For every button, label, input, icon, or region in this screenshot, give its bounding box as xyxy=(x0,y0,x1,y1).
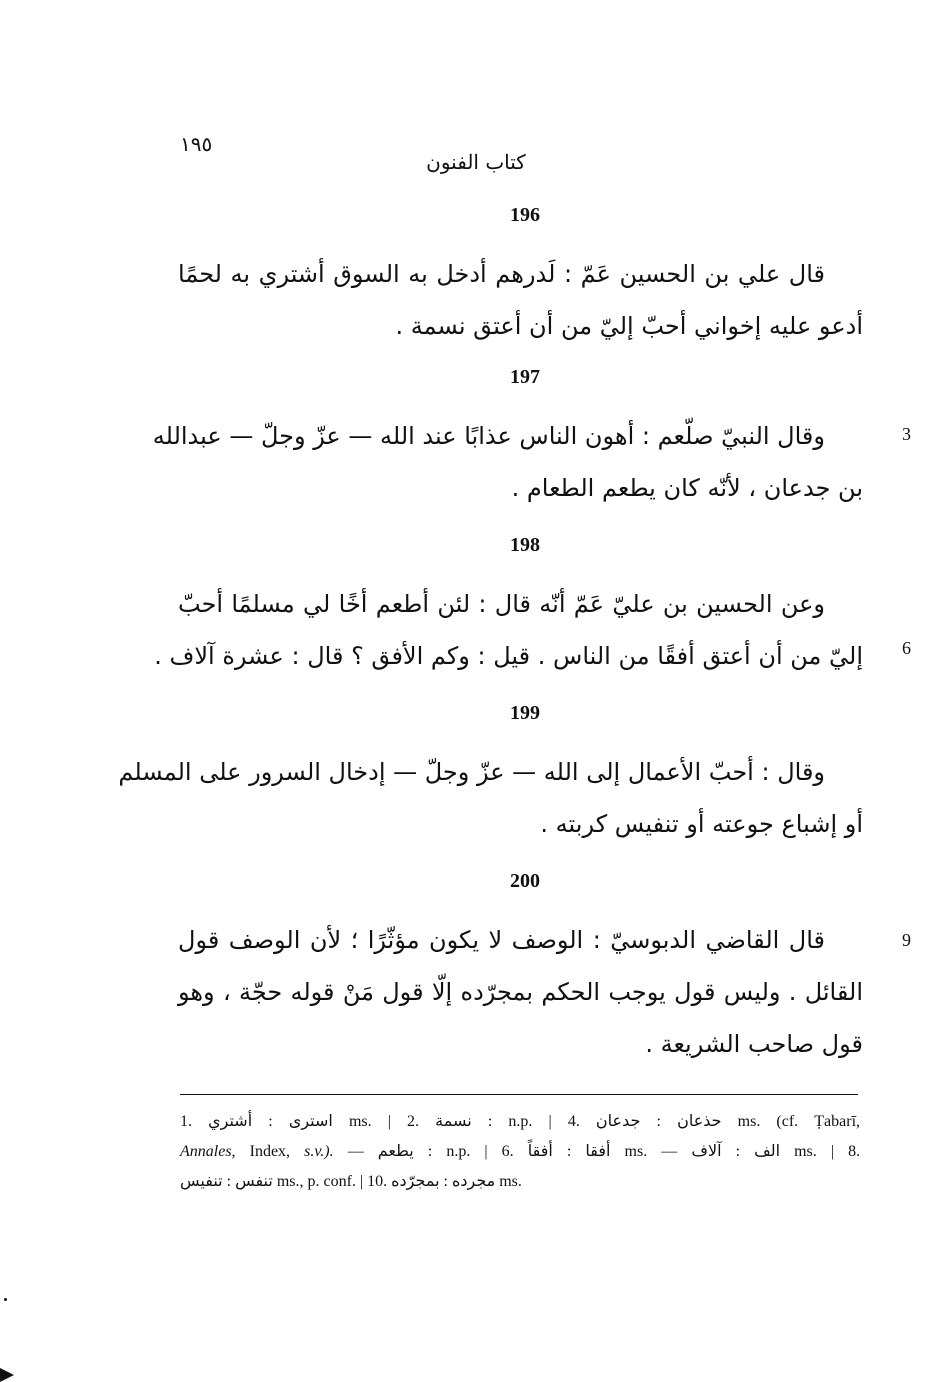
footnote-reading: أشتري xyxy=(208,1111,253,1130)
footnote-variant: حذعان xyxy=(677,1111,722,1130)
entry-text xyxy=(152,410,863,514)
text-line: قال القاضي الدبوسيّ : الوصف لا يكون مؤثّرًا ؛ لأن الوصف قول xyxy=(178,926,825,954)
footnote-line: Annales, Index, s.v.). — يطعم : n.p. | 6. أفقاً : أفقا ms. — آلاف : الف ms. | 8. xyxy=(180,1141,861,1160)
entry-number: 197 xyxy=(510,366,540,388)
footnote-reading: نسمة xyxy=(435,1111,472,1130)
text-line: أو إشباع جوعته أو تنفيس كربته . xyxy=(540,810,863,838)
footnote-variant: الف xyxy=(754,1141,781,1160)
footnote-line: تنفيس : تنفس ms., p. conf. | 10. بمجرّده : مجرده ms. xyxy=(180,1171,522,1190)
entry-text xyxy=(154,578,863,682)
text-line: وقال : أحبّ الأعمال إلى الله — عزّ وجلّ — إدخال السرور على المسلم xyxy=(118,758,825,786)
footnote-siglum: ms. xyxy=(737,1113,761,1130)
footnote-separator: | xyxy=(830,1143,835,1160)
entry-number: 199 xyxy=(510,702,540,724)
footnote-reading: بمجرّده xyxy=(391,1171,440,1190)
footnote-ref: 1. xyxy=(180,1113,192,1130)
text-line: بن جدعان ، لأنّه كان يطعم الطعام . xyxy=(511,474,863,502)
entry-number: 198 xyxy=(510,534,540,556)
footnote-siglum: ms. xyxy=(794,1143,817,1160)
footnote-variant: أفقا xyxy=(585,1141,611,1160)
footnote-ref: 6. xyxy=(501,1143,514,1160)
text-line: وقال النبيّ صلّعم : أهون الناس عذابًا عند الله — عزّ وجلّ — عبدالله xyxy=(152,422,825,450)
footnote-separator: | xyxy=(387,1113,391,1130)
footnote-separator: | xyxy=(484,1143,488,1160)
footnote-ref: 2. xyxy=(407,1113,420,1130)
line-number-marker: 9 xyxy=(902,930,911,950)
footnote-siglum: ms., p. conf. xyxy=(276,1173,356,1190)
text-line: أدعو عليه إخواني أحبّ إليّ من أن أعتق نسمة . xyxy=(395,312,863,340)
footnote-ref: 10. xyxy=(367,1173,388,1190)
footnote-reading: أفقاً xyxy=(527,1141,553,1160)
footnote-dash: — xyxy=(347,1143,364,1160)
footnote-variant: مجرده xyxy=(451,1171,496,1190)
entry-text xyxy=(178,914,863,1070)
footnote-siglum: ms. xyxy=(348,1113,372,1130)
entry-number: 196 xyxy=(510,204,540,226)
footnote-citation: s.v.). xyxy=(304,1143,334,1160)
footnote-line: 1. أشتري : استرى ms. | 2. نسمة : n.p. | 4. جدعان : حذعان ms. (cf. Ṭabarī, xyxy=(180,1111,861,1130)
footnote-citation: Index, xyxy=(249,1143,291,1160)
footnote-divider xyxy=(180,1094,858,1095)
text-line: إليّ من أن أعتق أفقًا من الناس . قيل : وكم الأفق ؟ قال : عشرة آلاف . xyxy=(154,642,863,670)
footnote-separator: | xyxy=(359,1173,364,1190)
entry-text xyxy=(178,248,863,352)
footnote-dash: — xyxy=(661,1143,678,1160)
scan-speck xyxy=(4,1298,7,1301)
footnote-citation-title: Annales, xyxy=(180,1143,236,1160)
footnote-reading: تنفيس xyxy=(180,1171,223,1190)
footnote-siglum: n.p. xyxy=(446,1143,471,1160)
page-number: ١٩٥ xyxy=(180,132,213,156)
entry-number: 200 xyxy=(510,870,540,892)
footnote-separator: | xyxy=(548,1113,552,1130)
text-line: القائل . وليس قول يوجب الحكم بمجرّده إلّا قول مَنْ قوله حجّة ، وهو xyxy=(178,978,863,1006)
scan-corner-mark xyxy=(0,1368,14,1382)
footnote-variant: تنفس xyxy=(235,1171,273,1190)
footnote-reading: يطعم xyxy=(377,1141,414,1160)
footnote-variant: استرى xyxy=(288,1111,333,1130)
text-line: قول صاحب الشريعة . xyxy=(645,1030,863,1058)
footnote-siglum: ms. xyxy=(499,1173,522,1190)
footnote-reading: جدعان xyxy=(595,1111,641,1130)
footnote-ref: 8. xyxy=(848,1143,861,1160)
footnote-reading: آلاف xyxy=(691,1141,722,1160)
footnotes xyxy=(180,1106,860,1196)
text-line: قال علي بن الحسين عَمّ : لَدرهم أدخل به السوق أشتري به لحمًا xyxy=(178,260,825,288)
entry-text xyxy=(118,746,863,850)
footnote-siglum: ms. xyxy=(624,1143,648,1160)
footnote-siglum: n.p. xyxy=(508,1113,533,1130)
text-line: وعن الحسين بن عليّ عَمّ أنّه قال : لئن أطعم أخًا لي مسلمًا أحبّ xyxy=(178,590,825,618)
footnote-citation: (cf. Ṭabarī, xyxy=(776,1113,861,1130)
footnote-ref: 4. xyxy=(567,1113,580,1130)
line-number-marker: 3 xyxy=(902,424,911,444)
line-number-marker: 6 xyxy=(902,638,911,658)
running-title: كتاب الفنون xyxy=(426,150,526,174)
